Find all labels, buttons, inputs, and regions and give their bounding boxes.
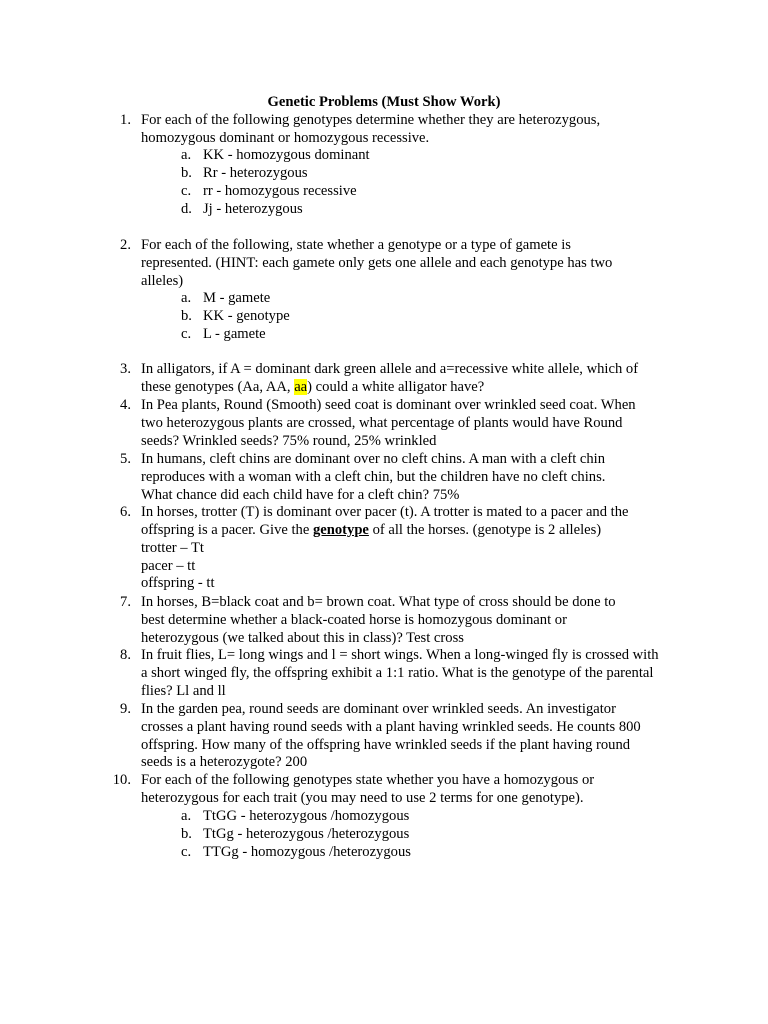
question-7-text: In horses, B=black coat and b= brown coat. What type of cross should be done to best determine whether a black-coated horse is homozygous dominant or heterozygous (we talked about this in class)? Test cross — [141, 594, 616, 646]
question-2-text: For each of the following, state whether a genotype or a type of gamete is represented. (HINT: each gamete only gets one allele and each genotype has two alleles) — [141, 237, 613, 289]
item-text: KK - homozygous dominant — [203, 147, 370, 163]
item-text: rr - homozygous recessive — [203, 183, 357, 199]
question-5-number: 5. — [120, 451, 131, 467]
question-6-text-before: In horses, trotter (T) is dominant over pacer (t). A trotter is mated to a pacer and the offspring is a pacer. Give the — [141, 504, 629, 538]
item-text: M - gamete — [203, 290, 271, 306]
question-6-text — [141, 504, 656, 540]
document-title: Genetic Problems (Must Show Work) — [267, 94, 501, 110]
question-6-answer-trotter: trotter – Tt — [141, 540, 204, 556]
question-4-text: In Pea plants, Round (Smooth) seed coat is dominant over wrinkled seed coat. When two heterozygous plants are crossed, what percentage of plants would have Round seeds? Wrinkled seeds? 75% round, 25% wrinkled — [141, 397, 636, 449]
item-text: TtGg - heterozygous /heterozygous — [203, 826, 410, 842]
item-letter: a. — [181, 147, 192, 163]
question-2-number: 2. — [120, 237, 131, 253]
question-10-number: 10. — [112, 772, 131, 788]
question-3-number: 3. — [120, 361, 131, 377]
question-6-number: 6. — [120, 504, 131, 520]
question-4-number: 4. — [120, 397, 131, 413]
item-letter: d. — [181, 201, 192, 217]
item-letter: b. — [181, 165, 192, 181]
item-text: KK - genotype — [203, 308, 290, 324]
question-6-answer-offspring: offspring - tt — [141, 575, 215, 591]
question-8-number: 8. — [120, 647, 131, 663]
question-7-number: 7. — [120, 594, 131, 610]
question-6-answer-pacer: pacer – tt — [141, 558, 196, 574]
question-3-text-before: In alligators, if A = dominant dark green allele and a=recessive white allele, which of these genotypes (Aa, AA, — [141, 361, 639, 395]
question-1-text: For each of the following genotypes determine whether they are heterozygous, homozygous dominant or homozygous recessive. — [141, 112, 601, 146]
item-text: TtGG - heterozygous /homozygous — [203, 808, 410, 824]
item-letter: b. — [181, 826, 192, 842]
item-letter: b. — [181, 308, 192, 324]
question-8-text: In fruit flies, L= long wings and l = short wings. When a long-winged fly is crossed with a short winged fly, the offspring exhibit a 1:1 ratio. What is the genotype of the parental flies? Ll and ll — [141, 647, 659, 699]
emphasized-word: genotype — [312, 521, 369, 538]
item-text: Jj - heterozygous — [203, 201, 303, 217]
item-letter: c. — [181, 183, 192, 199]
item-text: TTGg - homozygous /heterozygous — [203, 844, 411, 860]
item-text: Rr - heterozygous — [203, 165, 308, 181]
question-6-text-after: of all the horses. (genotype is 2 alleles) — [368, 521, 602, 538]
item-letter: a. — [181, 290, 192, 306]
item-letter: c. — [181, 844, 192, 860]
item-letter: c. — [181, 326, 192, 342]
item-letter: a. — [181, 808, 192, 824]
highlighted-answer: aa — [294, 378, 308, 395]
question-9-text: In the garden pea, round seeds are dominant over wrinkled seeds. An investigator crosses a plant having round seeds with a plant having wrinkled seeds. He counts 800 offspring. How many of the offspring have wrinkled seeds if the plant having round seeds is a heterozygote? 200 — [141, 701, 641, 771]
item-text: L - gamete — [203, 326, 266, 342]
question-10-text: For each of the following genotypes state whether you have a homozygous or heterozygous for each trait (you may need to use 2 terms for one genotype). — [141, 772, 595, 806]
question-5-text: In humans, cleft chins are dominant over no cleft chins. A man with a cleft chin reproduces with a woman with a cleft chin, but the children have no cleft chins. What chance did each child have for a cleft chin? 75% — [141, 451, 606, 503]
question-3-text-after: ) could a white alligator have? — [307, 378, 485, 395]
question-9-number: 9. — [120, 701, 131, 717]
question-3-text — [141, 361, 646, 397]
question-1-number: 1. — [120, 112, 131, 128]
